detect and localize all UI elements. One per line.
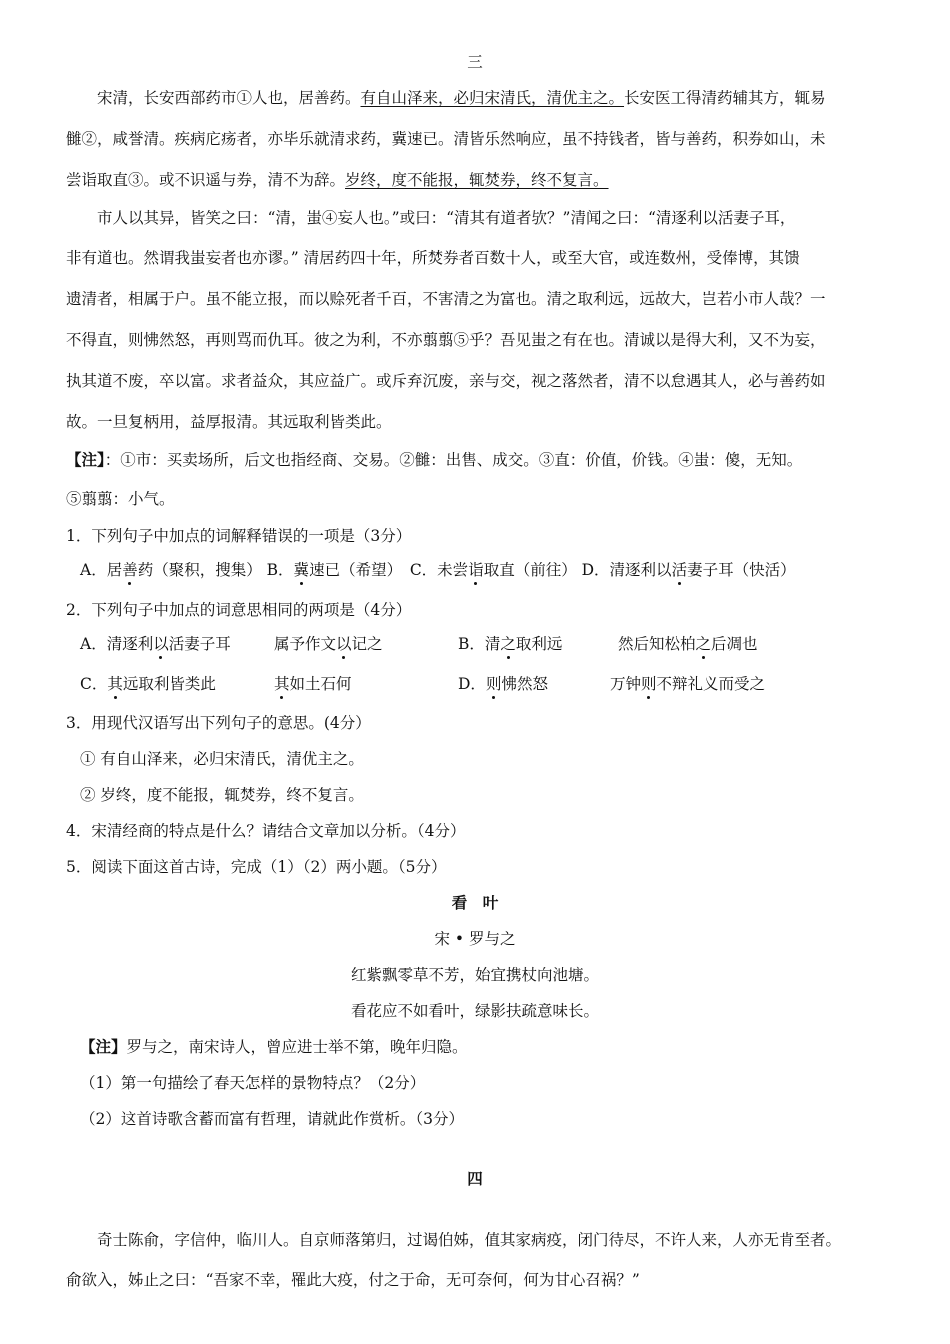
question-3-stem: 3．用现代汉语写出下列句子的意思。(4分） — [66, 714, 371, 732]
dotted-word: 活 — [671, 561, 688, 579]
option-text: 然后知松柏 — [618, 635, 696, 653]
passage-line: 遗清者，相属于户。虽不能立报，而以赊死者千百，不害清之为富也。清之取利远，远故大，岂若小市人哉？一 — [66, 290, 826, 308]
passage-text: 尝诣取直③。或不识遥与券，清不为辞。 — [66, 171, 346, 189]
option-text: 速已（希望） C．未尝 — [309, 561, 469, 579]
passage-line — [66, 170, 609, 190]
poem-question-1: （1）第一句描绘了春天怎样的景物特点？（2分） — [80, 1074, 426, 1092]
question-4: 4．宋清经商的特点是什么？请结合文章加以分析。（4分） — [66, 822, 466, 840]
option-text: 远取利皆类此 — [122, 675, 216, 693]
note-tag: 【注】 — [80, 1037, 127, 1056]
option-text: 后凋也 — [711, 635, 758, 653]
passage-line: 俞欲入，姊止之曰：“吾家不幸，罹此大疫，付之于命，无可奈何，何为甘心召祸？” — [66, 1271, 640, 1289]
option-text: 取直（前往） D．清逐利以 — [483, 561, 672, 579]
question-2-option-a — [80, 634, 231, 654]
option-text: 取利远 — [515, 635, 563, 653]
passage-text: 长安医工得清药辅其方，辄易 — [624, 89, 826, 107]
question-2-option-b — [458, 634, 562, 654]
section-heading-3: 三 — [467, 53, 483, 71]
question-2-option-b-pair — [618, 634, 758, 654]
dotted-word: 则 — [641, 675, 657, 693]
note-text: ：①市：买卖场所，后文也指经商、交易。②雠：出售、成交。③直：价值，价钱。④蚩：傻，无知。 — [104, 451, 803, 469]
dotted-word: 之 — [500, 635, 516, 653]
question-2-option-a-pair — [274, 634, 383, 654]
dotted-word: 诣 — [468, 561, 484, 579]
option-text: A．清逐利 — [80, 635, 154, 653]
passage-line — [97, 88, 826, 108]
dotted-word: 善 — [122, 561, 138, 579]
passage-line: 奇士陈俞，字信仲，临川人。自京师落第归，过谒伯姊，值其家病疫，闭门待尽，不许人来，人亦无肯至者。 — [97, 1231, 842, 1249]
dotted-word: 则 — [485, 675, 502, 693]
poem-note — [80, 1037, 468, 1057]
passage-line: 执其道不废，卒以富。求者益众，其应益广。或斥弃沉废，亲与交，视之落然者，清不以怠遇其人，必与善药如 — [66, 372, 826, 390]
question-2-stem: 2．下列句子中加点的词意思相同的两项是（4分） — [66, 601, 412, 619]
option-text: 属予作文 — [274, 635, 337, 653]
option-text: B．清 — [458, 635, 501, 653]
option-text: 怫然怒 — [501, 675, 548, 693]
passage-line: 不得直，则怫然怒，再则骂而仇耳。彼之为利，不亦翦翦⑤乎？吾见蚩之有在也。清诚以是得大利，又不为妄， — [66, 331, 826, 349]
dotted-word: 其 — [107, 675, 123, 693]
option-text: 妻子耳（快活） — [687, 561, 796, 579]
passage-line: 故。一旦复柄用，益厚报清。其远取利皆类此。 — [66, 413, 392, 431]
question-5: 5．阅读下面这首古诗，完成（1）（2）两小题。（5分） — [66, 858, 447, 876]
question-1-options — [80, 560, 796, 580]
dotted-word: 冀 — [293, 561, 310, 579]
poem-line-2: 看花应不如看叶，绿影扶疏意味长。 — [350, 1002, 599, 1020]
option-text: 如土石何 — [289, 675, 352, 693]
note-text: 罗与之，南宋诗人，曾应进士举不第，晚年归隐。 — [126, 1038, 468, 1056]
question-2-option-c — [80, 674, 216, 694]
passage-line: 市人以其异，皆笑之曰：“清，蚩④妄人也。”或曰：“清其有道者欤？”清闻之曰：“清逐利以活妻子耳， — [97, 209, 796, 227]
question-3-sentence-1: ① 有自山泽来，必归宋清氏，清优主之。 — [80, 750, 364, 768]
option-text: A．居 — [80, 561, 123, 579]
dotted-word: 以 — [336, 635, 352, 653]
poem-question-2: （2）这首诗歌含蓄而富有哲理，请就此作赏析。（3分） — [80, 1110, 464, 1128]
dotted-word: 其 — [274, 675, 290, 693]
annotation-note — [66, 450, 802, 470]
option-text: 药（聚积，搜集） B． — [137, 561, 294, 579]
poem-title: 看 叶 — [451, 893, 499, 912]
question-2-option-c-pair — [274, 674, 352, 694]
question-3-sentence-2: ② 岁终，度不能报，辄焚券，终不复言。 — [80, 786, 364, 804]
underlined-sentence-1: 有自山泽来，必归宋清氏，清优主之。 — [360, 89, 625, 107]
option-text: D． — [458, 675, 486, 693]
question-2-option-d-pair — [610, 674, 765, 694]
question-1-stem: 1．下列句子中加点的词解释错误的一项是（3分） — [66, 527, 412, 545]
option-text: 不辩礼义而受之 — [656, 675, 766, 693]
option-text: 活妻子耳 — [168, 635, 231, 653]
passage-text: 宋清，长安西部药市①人也，居善药。 — [97, 89, 361, 107]
note-tag: 【注】 — [66, 450, 105, 469]
dotted-word: 之 — [695, 635, 712, 653]
section-heading-4: 四 — [467, 1169, 483, 1188]
option-text: 万钟 — [610, 675, 642, 693]
dotted-word: 以 — [153, 635, 169, 653]
passage-line: 非有道也。然谓我蚩妄者也亦谬。” 清居药四十年，所焚券者百数十人，或至大官，或连数州，受俸博，其馈 — [66, 249, 800, 267]
question-2-option-d — [458, 674, 548, 694]
passage-line: 雠②，咸誉清。疾病庀疡者，亦毕乐就清求药，冀速已。清皆乐然响应，虽不持钱者，皆与善药，积券如山，未 — [66, 130, 826, 148]
option-text: 记之 — [351, 635, 383, 653]
option-text: C． — [80, 675, 108, 693]
underlined-sentence-2: 岁终，度不能报，辄焚券，终不复言。 — [345, 171, 609, 189]
poem-line-1: 红紫飘零草不芳，始宜携杖向池塘。 — [350, 966, 599, 984]
annotation-note: ⑤翦翦：小气。 — [66, 490, 175, 508]
poem-author: 宋 • 罗与之 — [434, 930, 516, 948]
